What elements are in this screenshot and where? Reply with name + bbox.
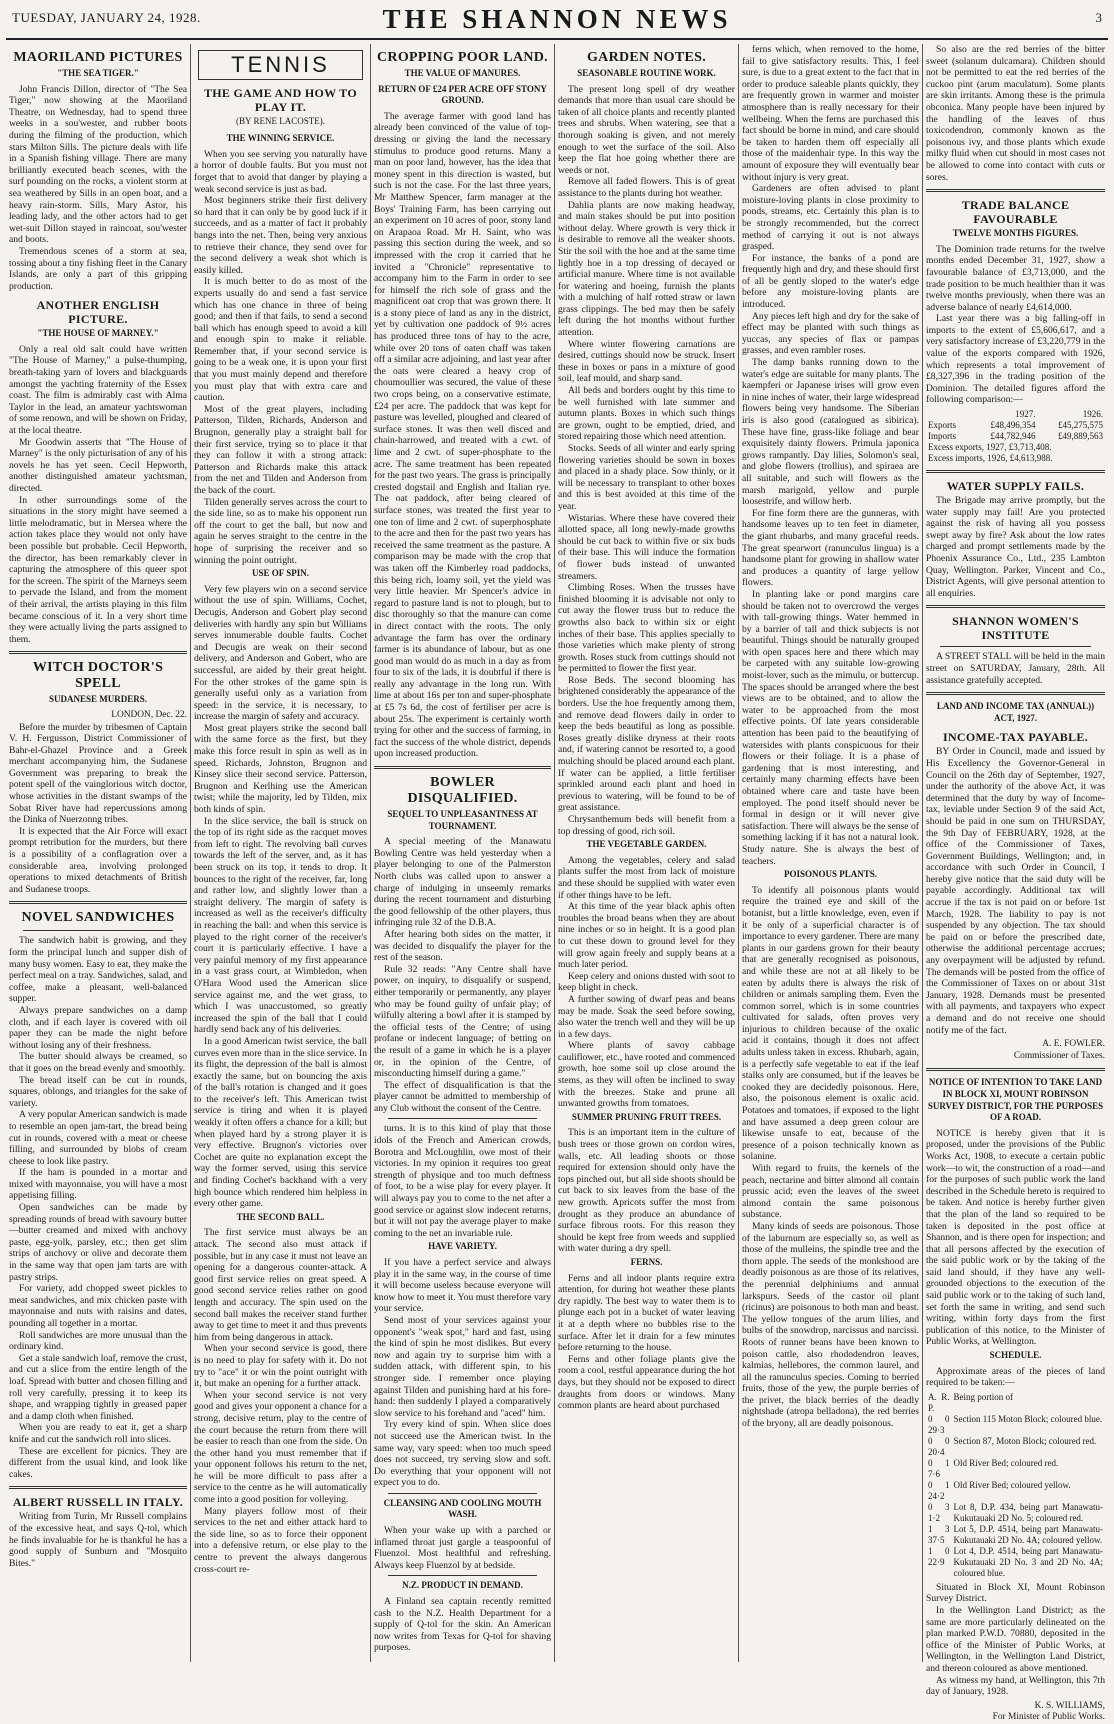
subhead-sequel: SEQUEL TO UNPLEASANTNESS AT TOURNAMENT.: [387, 809, 538, 831]
table-cell: Old River Bed; coloured red.: [953, 1457, 1059, 1468]
paragraph: In other surroundings some of the situations in the story might have seemed a little melodramatic, but in Mersea where the action takes place they would not only have been possible but probable. Cecil Hepworth, the director, has been remarkably clever in capturing the atmosphere of this queer spot for the screen. The spirit of the Marneys seem to pervade the Island, and from the moment of their arrival, the artists playing in this film became conscious of it. In a very short time they were actually living the parts assigned to them.: [9, 494, 187, 645]
paragraph: Where plants of savoy cabbage cauliflower, etc., have rooted and commenced growth, hoe some soil up close around the stems, as they will often be inclined to sway with the breezes. Stake and prune all unwanted growths from tomatoes.: [558, 1040, 735, 1110]
paragraph: Try every kind of spin. When slice does not succeed use the American twist. In the same way, vary speed: when too much speed does not succeed, try serving slow and soft. Do everything that your opponent will not expect you to do.: [374, 1419, 551, 1489]
column-4: [554, 44, 738, 1662]
paragraph: Tremendous scenes of a storm at sea, tossing about a tiny fishing fleet in the Canary Islands, are only a part of this gripping production.: [9, 245, 187, 292]
divider: [388, 1493, 537, 1494]
paragraph: The Brigade may arrive promptly, but the water supply may fail! Are you protected against the risk of having all you possess swept away by fire? Ask about the low rates charged and prompt settlements made by the Phoenix Assurance Co., Ltd., 235 Lambton Quay, Wellington. Parker, Vincent and Co., District Agents, will give personal attention to all enquiries.: [926, 495, 1105, 599]
paragraph: A special meeting of the Manawatu Bowling Centre was held yesterday when a player belonging to one of the Palmerston North clubs was called upon to answer a charge of indulging in unseemly remarks during the recent tournament and disturbing the good fellowship of the other players, thus infringing rule 32 of the D.B.A.: [374, 836, 551, 929]
paragraph: Most of the great players, including Patterson, Tilden, Richards, Anderson and Brugnon, generally play a straight ball for their first service, trying so to place it that they can follow it with a strong attack: Patterson and Richards make this attack from the net and Tilden and Anderson from the back of the court.: [194, 403, 367, 496]
paragraph: So also are the red berries of the bitter sweet (solanum dulcamara). Children should not be permitted to eat the red berries of the cuckoo pint (arum maculatum). Some plants are skin irritants. Among these is the primula obconica. Many people have been injured by the handling of the leaves of rhus toxicodendron, commonly known as the poisonous ivy, and those plants which exude milky fluid when cut should in most cases not be allowed to come into contact with cuts or sores.: [926, 44, 1105, 183]
paragraph: Remove all faded flowers. This is of great assistance to the plants during hot weather.: [558, 176, 735, 199]
table-row: [926, 431, 1105, 442]
paragraph: With regard to fruits, the kernels of the peach, nectarine and bitter almond all contain prussic acid; even the leaves of the sweet almond contain the same poisonous substance.: [742, 1163, 919, 1221]
table-cell: Old River Bed; coloured yellow.: [953, 1479, 1071, 1490]
signature-title: Commissioner of Taxes.: [1013, 1050, 1105, 1061]
headline-novel-sandwiches: NOVEL SANDWICHES: [21, 910, 175, 926]
column-2: [190, 44, 370, 1662]
paragraph: Dahlia plants are now making headway, and main stakes should be put into position without delay. Where growth is very thick it is desirable to remove all the weaker shoots. Stir the soil with the hoe and at the same time lightly hoe in a top dressing of decayed or artificial manure. Where time is not available for watering and hoeing, furnish the plants with a mulching of half rotted straw or lawn grass clippings. The bed may then be safely left during the hot months without further attention.: [558, 199, 735, 339]
paragraph: Always prepare sandwiches on a damp cloth, and if each layer is covered with oil paper they can be made the night before without losing any of their freshness.: [9, 1004, 187, 1051]
paragraph: The average farmer with good land has already been convinced of the value of top-dressing or giving the land the necessary stimulus to produce good returns. Many a man on poor land, however, has the idea that money spent in this direction is wasted, but such is not the case. For the last three years, Mr Matthew Spencer, farm manager at the Boys' Training Farm, has been carrying out an experiment on 10 acres of poor, stony land on Arapaoa Road. Mr H. Saint, who was passing this section during the week, and so impressed with the crop it carried that he invited a "Chronicle" representative to accompany him to the Farm in order to see for himself the rich sole of grass and the magnificent oat crop that was grown there. It is a stony piece of land as any in the district, yet by cultivation one paddock of 9½ acres has produced three tons of hay to the acre, while over 20 tons of oaten chaff was taken off a similar acre adjoining, and last year after the oats were cleared a heavy crop of choumoullier was secured, the value of these two crops being, on a conservative estimate, £24 per acre. The paddock that was kept for pasture was levelled, ploughed and cleared of surface stones. It was then well disced and chain-harrowed, and treated with a cwt. of lime and 2 cwt. of super-phosphate to the acre. The same treatment has been repeated for the past two years. The grass is principally crested dogstail and English and Italian rye. The oat paddock, after being cleared of surface stones, was treated the first year to one ton of lime and 2 cwt. of superphosphate to the acre and then for the past two years has received the same treatment as the pasture. A comparison may be made with the crop that was taken off the Kimberley road paddocks, this being rich, loamy soil, yet the yield was very little heavier. Mr Spencer's advice in regard to pasture land is not to plough, but to disc thoroughly so that the manure can come in direct contact with the roots. The only advantage the farm has over the ordinary farmer is its abundance of labour, but as one good man would do as much in a day as from four to six of the lads, it is doubtful if there is really any advantage in the long run. With lime at about 16s per ton and super-phosphate at £5 7s 6d, the cost of fertiliser per acre is about 25s. The experiment is certainly worth trying for other and the success of farming, in fact the success of the whole district, depends upon increased production.: [374, 110, 551, 760]
table-row: [926, 1436, 1105, 1458]
divider: [926, 605, 1105, 608]
paragraph: Keep celery and onions dusted with soot to keep blight in check.: [558, 970, 735, 994]
paragraph: The damp banks running down to the water's edge are suitable for many plants. The kaempferi or Japanese irises will grow even in nine inches of water, their large widespread flowers being very handsome. The Siberian iris is also good (catalogued as sibirica). These have fine, grass-like foliage and bear exquisitely dainty flowers. Primula japonica grows rampantly. Day lilies, Solomon's seal, and globe flowers (trollius), and spiraea are all suitable, and such will flowers as the marsh marigold, yellow and purple loosestrife, and willow herb.: [742, 357, 919, 508]
table-cell: [926, 409, 970, 420]
paragraph: When you see serving you naturally have a horror of double faults. But you must not forget that to avoid that danger by playing a weak second service is just as bad.: [194, 148, 367, 195]
headline-notice-of-intention: NOTICE OF INTENTION TO TAKE LAND IN BLOCK XI, MOUNT ROBINSON SURVEY DISTRICT, FOR THE PURPOSES OF A ROAD.: [927, 1077, 1104, 1123]
table-cell: 0 1 7·6: [928, 1457, 950, 1479]
paragraph: The present long spell of dry weather demands that more than usual care should be taken of all choice plants and recently planted trees and shrubs. When watering, see that a thorough soaking is given, and not merely enough to wet the surface of the soil. Also keep the flat hoe going whether there are weeds or not.: [558, 83, 735, 176]
subhead-winning-service: THE WINNING SERVICE.: [226, 133, 335, 144]
paragraph: Send most of your services against your opponent's "weak spot," hard and fast, using the kind of spin he most dislikes. But every now and again try to surprise him with a sudden attack, with different spin, to his stronger side. I remember once playing against Tilden and punishing hard at his fore-hand: then suddenly I played a comparatively slow service to his forehand and "aced" him.: [374, 1314, 551, 1419]
paragraph: BY Order in Council, made and issued by His Excellency the Governor-General in Council on the 26th day of September, 1927, under the authority of the above Act, it was determined that the duty by way of Income-tax, leviable under Section 9 of the said Act, should be paid in one sum on THURSDAY, the 9th Day of FEBRUARY, 1928, at the office of the Commissioner of Taxes, Government Buildings, Wellington; and, in accordance with such Order in Council, I hereby give notice that the said duty will be payable accordingly. Additional tax will accrue if the tax is not paid on or before 1st March, 1928. The liability to pay is not suspended by any objection. The tax should be paid on or before the prescribed date, otherwise the additional percentage accrues; any overpayment will be adjusted by refund. The demands will be posted from the office of the Commissioner of Taxes on or about 31st January, 1928. Demands must be presented with all payments, and taxpayers who expect a demand and do not receive one should notify me of the fact.: [926, 746, 1105, 1036]
table-row: [926, 1546, 1105, 1579]
signature-title: For Minister of Public Works.: [992, 1712, 1105, 1723]
headline-garden-notes: GARDEN NOTES.: [586, 50, 707, 65]
tennis-title-box: [198, 50, 363, 80]
subhead-second-ball: THE SECOND BALL.: [236, 1211, 325, 1222]
paragraph: A STREET STALL will be held in the main street on SATURDAY, January, 28th. All assistance gratefully accepted.: [926, 651, 1105, 686]
divider: [9, 1486, 187, 1489]
divider: [374, 766, 551, 769]
dateline: LONDON, Dec. 22.: [111, 709, 187, 720]
divider: [9, 651, 187, 654]
byline: (BY RENE LACOSTE).: [236, 115, 325, 126]
page-number: 3: [1095, 10, 1102, 25]
paragraph: When your second service is good, there is no need to play for safety with it. Do not try to "ace" it or win the point outright with it, but make an opening for a further attack.: [194, 1343, 367, 1390]
table-cell: Excess exports, 1927, £3,713,408.: [928, 442, 1052, 453]
paragraph: Wistarias. Where these have covered their allotted space, all long newly-made growths should be cut back to within five or six buds of their base. This will induce the formation of flower buds instead of unwanted streamers.: [558, 512, 735, 582]
paragraph: In the slice service, the ball is struck on the top of its right side as the racquet moves from left to right. The revolving ball curves towards the left of the server, and, as it has been struck on its top, it tends to drop. It bounces to the right of the receiver, far, long and rather low, and slightly lower than a straight delivery. The margin of safety is increased as well as the receiver's difficulty in reaching the ball: and when this service is played to the right corner of the receiver's court it is particularly effective. I have a very painful memory of my first appearance in a vast grass court, at Wimbledon, when O'Hara Wood used the American slice service against me, and the wet grass, to which I was unaccustomed, so greatly increased the spin of the ball that I could hardly send back any of his deliveries.: [194, 815, 367, 1036]
paragraph: It is expected that the Air Force will exact prompt retribution for the murders, but there is a possibility of a conflagration over a considerable area, involving prolonged operations to mixed detachments of British and Sudanese troops.: [9, 825, 187, 895]
paragraph: The sandwich habit is growing, and they form the principal lunch and supper dish of many busy women. Easy to eat, they make the perfect meal on a tray. Sandwiches, salad, and coffee, make a pleasant, well-balanced supper.: [9, 935, 187, 1005]
column-5: [738, 44, 922, 1662]
paragraph: ferns which, when removed to the home, fail to give satisfactory results. This, I feel sure, is due to a great extent to the fact that in order to produce saleable plants quickly, they are frequently grown in warmer and moister atmosphere than is really necessary for their wellbeing. When the ferns are purchased this fact should be borne in mind, and care should be taken to harden them off especially all those of the maidenhair type. In this way the amount of exposure they will eventually bear without injury is very great.: [742, 44, 919, 183]
table-cell: Exports: [928, 420, 956, 431]
headline-tennis-game: THE GAME AND HOW TO PLAY IT.: [203, 85, 358, 114]
divider: [940, 646, 1091, 647]
table-cell: 1 0 22·9: [928, 1545, 950, 1567]
paragraph: All beds and borders ought by this time to be well furnished with late summer and autumn plants. Boxes in which such things are grown, ought to be emptied, dried, and stored repairing those which need attention.: [558, 385, 735, 443]
table-cell: £44,782,946: [990, 431, 1036, 442]
table-row: [926, 1502, 1105, 1524]
paragraph: Most beginners strike their first delivery so hard that it can only be by good luck if it succeeds, and as a matter of fact it probably bangs into the net. Then, being very anxious to retrieve their chance, they send over for the second delivery a weak shot which is easily killed.: [194, 195, 367, 276]
headline-bowler-disqualified: BOWLER DISQUALIFIED.: [407, 775, 518, 807]
subhead-ferns: FERNS.: [630, 1256, 663, 1267]
paragraph: If the ham is pounded in a mortar and mixed with mayonnaise, you will have a most appetising filling.: [9, 1167, 187, 1202]
paragraph: If you have a perfect service and always play it in the same way, in the course of time it will become useless because everyone will know how to meet it. You must therefore vary your service.: [374, 1257, 551, 1315]
column-6: [922, 44, 1108, 1723]
table-cell: 0 0 20·4: [928, 1435, 950, 1457]
table-cell: 0 0 29·3: [928, 1413, 950, 1435]
paragraph: Ferns and other foliage plants give the room a cool, restful appearance during the hot days, but they should not be exposed to direct draughts from doors or windows. Many common plants are heard about purchased: [558, 1353, 735, 1412]
subhead-seasonable-work: SEASONABLE ROUTINE WORK.: [577, 68, 716, 78]
paragraph: Among the vegetables, celery and salad plants suffer the most from lack of moisture and these should be supplied with water even if other things have to be left.: [558, 854, 735, 901]
headline-land-income-tax: LAND AND INCOME TAX (ANNUAL)) ACT, 1927.: [936, 701, 1095, 723]
paragraph: To identify all poisonous plants would require the trained eye and skill of the botanist, but a little knowledge, even, even if it be only of a superficial character is of importance to every gardener. There are many plants in our gardens grown for their beauty that are generally recognised as poisonous, and while these are not at all likely to be eaten by adults there is always the risk of children or animals sampling them. Even the common sorrel, which is in some countries cultivated for salads, often proves very injurious to children because of the oxalic acid it contains, though it does not affect adults unless taken in excess. Rhubarb, again, is a perfectly safe vegetable to eat if the leaf stalks only are consumed, but if the leaves be cooked they are decidedly poisonous. Here, also, the poisonous element is oxalic acid. Potatoes and tomatoes, if exposed to the light and have assumed a deep green colour are likewise unsafe to eat, because of the presence of a poison technically known as solanine.: [742, 884, 919, 1163]
paragraph: In planting lake or pond margins care should be taken not to overcrowd the verges with tall-growing things. Water hemmed in by a barrier of tall and thick subjects is not beautiful. Things should be naturally grouped with open spaces here and there which may be carpeted with any suitable low-growing moist-lover, such as the mimulu, or buttercup. The spaces should be arranged where the best views are to be obtained, and to allow the water to be approached from the most effective points. Of late years considerable attention has been paid to the beautifying of watersides with plants conspicuous for their flowers or their foliage. It is a phase of gardening that is most interesting, and certainly many charming effects have been obtained where care and taste have been employed. The pond itself should never be formal in design or it will never give satisfaction. There will always be the sense of something lacking if it has not a natural look. Study nature. She is always the best of teachers.: [742, 588, 919, 867]
column-3: [370, 44, 554, 1662]
divider: [23, 930, 173, 931]
paragraph: As witness my hand, at Wellington, this 7th day of January, 1928.: [926, 1674, 1105, 1698]
table-row: [926, 420, 1105, 431]
subhead-have-variety: HAVE VARIETY.: [428, 1241, 497, 1252]
paragraph: A Finland sea captain recently remitted cash to the N.Z. Health Department for a supply of Q-tol for the skin. An American now writes from Texas for Q-tol for shaving purposes.: [374, 1596, 551, 1654]
headline-water-supply: WATER SUPPLY FAILS.: [946, 479, 1085, 494]
signature-name: K. S. WILLIAMS,: [1034, 1700, 1105, 1711]
tennis-title: TENNIS: [231, 52, 330, 77]
paragraph: Last year there was a big falling-off in imports to the extent of £5,606,617, and a very satisfactory increase of £3,220,779 in the value of the exports compared with 1926, which represents a total improvement of £8,327,396 in the trading position of the Dominion. The detailed figures afford the following comparison:—: [926, 313, 1105, 406]
headline-nz-product: N.Z. PRODUCT IN DEMAND.: [402, 1580, 523, 1591]
subhead-summer-pruning: SUMMER PRUNING FRUIT TREES.: [571, 1111, 722, 1122]
paragraph: Many players follow most of their services to the net and either attack hard to the side line, so as to force their opponent into a defensive return, or else play to the centre to prevent the always dangerous cross-court re-: [194, 1505, 367, 1575]
table-cell: Section 87, Moton Block; coloured red.: [953, 1435, 1097, 1446]
divider: [388, 1575, 537, 1576]
masthead: [6, 4, 1108, 40]
paragraph: Gardeners are often advised to plant moisture-loving plants in close proximity to ponds, streams, etc. Certainly this plan is to be strongly recommended, but the correct method of carrying it out is not always grasped.: [742, 183, 919, 253]
paragraph: Stocks. Seeds of all winter and early spring flowering varieties should be sown in boxes and placed in a shady place. Sow thinly, or it will be necessary to transplant to other boxes and this is best avoided at this time of the year.: [558, 443, 735, 512]
table-row: [926, 442, 1105, 453]
table-cell: Lot 8, D.P. 434, being part Manawatu-Kukutauaki 2D No. 5; coloured red.: [953, 1501, 1103, 1523]
table-header-row: [926, 1392, 1105, 1414]
table-row: [926, 453, 1105, 464]
column-1: [6, 44, 190, 1662]
divider: [926, 470, 1105, 473]
paragraph: In a good American twist service, the ball curves even more than in the slice service. In its flight, the depression of the ball is almost exactly the same, but on bouncing the axis of the ball's rotation is changed and it goes to the receiver's left. This American twist service is tiring and when it is played weakly it often offers a chance for a kill; but when played hard by a strong player it is very effective. Brugnon's victories over Cochet are quite no explanation except the way the former served, using this service and finding Cochet's backhand with a very high bounce which rendered him helpless in every other game.: [194, 1035, 367, 1210]
paragraph: After hearing both sides on the matter, it was decided to disqualify the player for the rest of the season.: [374, 928, 551, 964]
table-cell: 1927.: [1015, 409, 1036, 420]
subhead-value-of-manures: THE VALUE OF MANURES.: [404, 68, 521, 78]
subhead-house-of-marney: "THE HOUSE OF MARNEY.": [37, 328, 159, 339]
table-cell: A. R. P.: [928, 1391, 950, 1413]
table-cell: £45,275,575: [1058, 420, 1103, 431]
paragraph: Before the murder by tribesmen of Captain V. H. Fergusson, District Commissioner of Bahr-el-Ghazel Province and a Greek merchant accompanying him, the Sudanese Government was preparing to break the potent spell of the vainglorious witch doctor, whose activities in the distant swamps of the Sobat River have had repercussions among the Dinka of Nuerzonng tribes.: [9, 721, 187, 826]
divider: [926, 189, 1105, 192]
paragraph: Most great players strike the second ball with the same force as the first, but they make this force result in spin as well as in speed. Richards, Johnston, Brugnon and Kinsey slice their second service. Patterson, Brugnon and Kerlhing use the American twist; while the majority, led by Tilden, mix both kinds of spin.: [194, 722, 367, 816]
subhead-return-per-acre: RETURN OF £24 PER ACRE OFF STONY GROUND.: [378, 83, 547, 106]
paragraph: Writing from Turin, Mr Russell complains of the excessive heat, and says Q-tol, which he finds invaluable for he is thankful he has a good supply of Sunburn and "Mosquito Bites.": [9, 1511, 187, 1569]
paragraph: Tilden generally serves across the court to the side line, so as to make his opponent run off the court to get the ball, but now and again he serves straight to the centre in the hope of surprising the receiver and so winning the point outright.: [194, 496, 367, 566]
headline-witch-doctor: WITCH DOCTOR'S SPELL: [32, 660, 164, 692]
table-row: [926, 1480, 1105, 1502]
headline-cropping-poor-land: CROPPING POOR LAND.: [377, 50, 548, 65]
paragraph: The Dominion trade returns for the twelve months ended December 31, 1927, show a favourable balance of £3,713,000, and the trade position to be much healthier than it was twelve months previously, when there was an adverse balance of nearly £4,614,000.: [926, 243, 1105, 313]
paragraph: Any pieces left high and dry for the sake of effect may be planted with such things as yuccas, any species of flax or pampas grasses, and even rambler roses.: [742, 310, 919, 357]
paragraph: Open sandwiches can be made by spreading rounds of bread with savoury butter—butter creamed and mixed with anchovy paste, egg-yolk, parsley, etc.; then get slim strips of anchovy or olive and decorate them in the same way that open jam tarts are with pastry strips.: [9, 1202, 187, 1283]
headline-albert-russell: ALBERT RUSSELL IN ITALY.: [12, 1495, 184, 1510]
paragraph: Get a stale sandwich loaf, remove the crust, and cut a slice from the entire length of the loaf. Spread with butter and chosen filling and roll very carefully, pressing it to keep its shape, and wrapping tightly in greased paper and a damp cloth when finished.: [9, 1352, 187, 1422]
subhead-poisonous-plants: POISONOUS PLANTS.: [783, 869, 878, 880]
table-cell: Being portion of: [953, 1391, 1013, 1402]
table-cell: 1 3 37·5: [928, 1523, 950, 1545]
paragraph: A very popular American sandwich is made to resemble an open jam-tart, the bread being cut in rounds, covered with a meat or cheese filling, and surrounded by blobs of cream cheese to look like pastry.: [9, 1109, 187, 1167]
paragraph: Many kinds of seeds are poisonous. Those of the laburnum are especially so, as well as those of the mulleins, the spindle tree and the thorn apple. The seeds of the monkshood are deadly poisonous as are those of its relatives, the perennial delphiniums and annual larkspurs. Seeds of the castor oil plant (ricinus) are poisonous to both man and beast. The yellow tongues of the arum lilies, and bulbs of the snowdrop, narcissus and narcissi. Roots of runner beans have been known to poison cattle, also rhododendron leaves, kalmias, hellebores, the common laurel, and all the ranunculus species. Coming to berried fruits, those of the yew, the purple berries of the privet, the black berries of the deadly nightshade (atropa belladona), the red berries of the bryony, all are deadly poisonous.: [742, 1220, 919, 1430]
subhead-use-of-spin: USE OF SPIN.: [252, 568, 309, 579]
paragraph: For instance, the banks of a pond are frequently high and dry, and these should first of all be gently sloped to the water's edge before any moisture-loving plants are introduced.: [742, 252, 919, 311]
headline-maoriland-pictures: MAORILAND PICTURES: [13, 50, 183, 65]
table-row: [926, 1414, 1105, 1436]
paragraph: It is much better to do as most of the experts usually do and send a fast service which has one chance in three of being good; and then if that fails, to send a second ball which has enough speed to avoid a kill and enough spin to make it reliable. Remember that, if your second service is going to be a weak one, it is upon your first that you must mainly depend and therefore you must play that with extra care and caution.: [194, 276, 367, 404]
paragraph: In the Wellington Land District; as the same are more particularly delineated on the plan marked P.W.D. 70880, deposited in the office of the Minister of Public Works, at Wellington, in the Wellington Land District, and thereon coloured as above mentioned.: [926, 1605, 1105, 1674]
table-cell: Lot 4, D.P. 4514, being part Manawatu-Kukutauaki 2D No. 3 and 2D No. 4A; coloured blue.: [953, 1545, 1103, 1578]
subhead-sudanese-murders: SUDANESE MURDERS.: [48, 694, 147, 705]
headline-income-tax-payable: INCOME-TAX PAYABLE.: [942, 730, 1089, 745]
paragraph: When your wake up with a parched or inflamed throat just gargle a teaspoonful of Fluenzol. Most healthful and refreshing. Always keep Fluenzol by at bedside.: [374, 1525, 551, 1571]
paragraph: Climbing Roses. When the trusses have finished blooming it is advisable not only to cut away the flower truss but to reduce the growths also back to within six or eight inches of their base. This applies specially to those varieties which make plenty of strong growth. Roses stuck from cuttings should not be permitted to flower the first year.: [558, 582, 735, 675]
headline-womens-institute: SHANNON WOMEN'S INSTITUTE: [952, 614, 1079, 643]
headline-trade-balance: TRADE BALANCE FAVOURABLE: [961, 198, 1070, 227]
schedule-title: SCHEDULE.: [989, 1350, 1042, 1361]
schedule-table: [926, 1392, 1105, 1579]
issue-date: TUESDAY, JANUARY 24, 1928.: [12, 10, 201, 25]
paragraph: A further sowing of dwarf peas and beans may be made. Soak the seed before sowing, also water the trench well and they will be up in a few days.: [558, 993, 735, 1040]
paragraph: Only a real old salt could have written "The House of Marney," a pulse-thumping, breath-taking yarn of lovers and blackguards amongst the yachting fraternity of the Essex coast. The film is admirably cast with Alma Taylor in the lead, an amateur yachtswoman of some renown, and will be shown on Friday, at the local theatre.: [9, 343, 187, 437]
newspaper-title: THE SHANNON NEWS: [382, 4, 732, 34]
paragraph: Where winter flowering carnations are desired, cuttings should now be struck. Insert these in boxes or pans in a mixture of good soil, leaf mould, and sharp sand.: [558, 338, 735, 385]
paragraph: Chrysanthemum beds will benefit from a top dressing of good, rich soil.: [558, 814, 735, 837]
paragraph: Mr Goodwin asserts that "The House of Marney" is the only picturisation of any of his novels he has yet seen. Cecil Hepworth, another distinguished amateur yachtsman, directed.: [9, 436, 187, 494]
table-cell: Imports: [928, 431, 956, 442]
paragraph: For variety, add chopped sweet pickles to meat sandwiches, and mix chicken paste with mayonnaise and nuts with raisins and dates, pounding all together in a mortar.: [9, 1283, 187, 1329]
paragraph: The butter should always be creamed, so that it goes on the bread evenly and smoothly.: [9, 1051, 187, 1074]
paragraph: For fine form there are the gunneras, with handsome leaves up to ten feet in diameter, the giant rhubarbs, and many graceful reeds. The great spearwort (ranunculus lingua) is a handsome plant for growing in shallow water and produces a quantity of large yellow flowers.: [742, 507, 919, 589]
headline-mouth-wash: CLEANSING AND COOLING MOUTH WASH.: [383, 1497, 542, 1520]
table-cell: Excess imports, 1926, £4,613,988.: [928, 453, 1053, 464]
paragraph: Approximate areas of the pieces of land required to be taken:—: [926, 1365, 1105, 1389]
paragraph: John Francis Dillon, director of "The Sea Tiger," now showing at the Maoriland Theatre, on Wednesday, had to spend three weeks in a sou'wester, and rubber boots during the filming of the production, which stars Milton Sills. The picture deals with life in a Spanish fishing village. There are many brilliantly executed beach scenes, with the surf pounding on the rocks, a violent storm at sea weathered by Sills in an open boat, and a heavy rain-storm. Sills, Mary Astor, his leading lady, and the other actors had to get wet-suit Dillon stayed in raincoat, sou'wester and boots.: [9, 83, 187, 246]
table-cell: £48,496,354: [990, 420, 1036, 431]
paragraph: Rule 32 reads: "Any Centre shall have power, on inquiry, to disqualify or suspend, either temporarily or permanently, any player who may be found guilty of unfair play; of wilfully altering a bowl after it is stamped by the official tests of the Centre; of using profane or indecent language; of betting on the result of a game in which he is a player or, in the opinion of the Centre, of misconducting himself during a game.": [374, 963, 551, 1080]
table-cell: Section 115 Moton Block; coloured blue.: [953, 1413, 1103, 1424]
paragraph: Situated in Block XI, Mount Robinson Survey District.: [926, 1581, 1105, 1605]
paragraph: Ferns and all indoor plants require extra attention, for during hot weather these plants dry rapidly. The best way to water them is to plunge each pot in a bucket of water leaving it at a depth where no bubbles rise to the surface. After let it drain for a few minutes before returning to the house.: [558, 1272, 735, 1354]
paragraph: At this time of the year black aphis often troubles the broad beans when they are about nine inches or so in height. It is a good plan to cut these down to ground level for they will grow again freely and supply beans at a much later period.: [558, 901, 735, 971]
headline-english-picture: ANOTHER ENGLISH PICTURE.: [36, 298, 160, 327]
paragraph: NOTICE is hereby given that it is proposed, under the provisions of the Public Works Act, 1908, to execute a certain public work—to wit, the construction of a road—and for the purposes of such public work the land described in the Schedule hereto is required to be taken. And notice is hereby further given that the plan of the land so required to be taken is deposited in the post office at Shannon, and is there open for inspection; and that all persons affected by the execution of the said public work or by the taking of the said land should, if they have any well-grounded objections to the execution of the said public work or to the taking of such land, set forth the same in writing, and send such writing, within forty days from the first publication of this notice, to the Minister of Public Works, at Wellington.: [926, 1127, 1105, 1348]
subhead-vegetable-garden: THE VEGETABLE GARDEN.: [586, 839, 707, 850]
divider: [926, 1068, 1105, 1071]
signature-name: A. E. FOWLER.: [1042, 1039, 1105, 1050]
table-row: [926, 1458, 1105, 1480]
trade-table: [926, 409, 1105, 464]
page-columns: [6, 44, 1108, 1723]
paragraph: These are excellent for picnics. They are different from the usual kind, and look like cakes.: [9, 1445, 187, 1480]
subhead-sea-tiger: "THE SEA TIGER.": [57, 68, 139, 78]
paragraph: When you are ready to eat it, get a sharp knife and cut the sandwich roll into slices.: [9, 1422, 187, 1445]
table-header-row: [926, 409, 1105, 420]
paragraph: Roll sandwiches are more unusual than the ordinary kind.: [9, 1329, 187, 1353]
paragraph: The effect of disqualification is that the player cannot be admitted to membership of any Club without the consent of the Centre.: [374, 1079, 551, 1114]
paragraph: This is an important item in the culture of bush trees or those grown on cordon wires, walls, etc. All leading shoots or those required for extension should only have the tops pinched out, but all side shoots should be cut back to six leaves from the base of the new growth. Apricots suffer the most from drought as they produce an abundance of surface fibrous roots. For this reason they should be kept free from weeds and supplied with water during a dry spell.: [558, 1127, 735, 1255]
table-cell: 0 1 24·2: [928, 1479, 950, 1501]
paragraph: turns. It is to this kind of play that those idols of the French and American crowds, Borotra and McLoughlin, owe most of their victories. In my opinion it requires too great strength of physique and too much deftness of foot, to be a wise play for every player. It will always pay you to come to the net after a good service or against slow indecent returns, but it will not pay the average player to make coming to the net an invariable rule.: [374, 1123, 551, 1239]
table-cell: Lot 5, D.P. 4514, being part Manawatu-Kukutauaki 2D No. 4A; coloured yellow.: [953, 1523, 1103, 1545]
divider: [9, 901, 187, 904]
paragraph: When your second service is not very good and gives your opponent a chance for a strong, decisive return, play to the centre of the court because the return from there will be easier to reach than one from the side. On the other hand you must remember that if your opponent follows his return to the net, he will be more difficult to pass after a service to the centre as he will automatically come into a good position for volleying.: [194, 1389, 367, 1506]
divider: [926, 692, 1105, 695]
divider: [388, 1118, 537, 1119]
table-cell: 1926.: [1082, 409, 1103, 420]
table-cell: £49,889,563: [1058, 431, 1103, 442]
paragraph: Very few players win on a second service without the use of spin. Williams, Cochet, Decugis, Anderson and Gobert play second deliveries with hardly any spin but Williams serves innumerable double faults. Cochet and Decugis are weak on their second delivery, and Anderson and Gobert, who are successful, are aided by their great height. For the other strokes of the game spin is generally useful only as a variation from speed: in the service, it is necessary, to increase the margin of safety and accuracy.: [194, 583, 367, 723]
paragraph: The first service must always be an attack. The second also must attack if possible, but in any case it must not leave an opening for a dangerous counter-attack. A good first service relies on great speed. A good second service relies rather on good length and accuracy. The spin used on the second ball makes the receiver stand further away to get time to meet it and thus prevents him from being dangerous in attack.: [194, 1227, 367, 1343]
subhead-twelve-months: TWELVE MONTHS FIGURES.: [952, 228, 1079, 239]
table-row: [926, 1524, 1105, 1546]
paragraph: The bread itself can be cut in rounds, squares, oblongs, and triangles for the sake of variety.: [9, 1074, 187, 1109]
paragraph: Rose Beds. The second blooming has brightened considerably the appearance of the borders. Use the hoe frequently among them, and remove dead flowers daily in order to keep the beds beautiful as long as possible. Roses greatly dislike dryness at their roots and, if watering cannot be resorted to, a good mulching should be placed around each plant. If water can be applied, a little fertiliser sprinkled around each plant and hoed in previous to watering, will be found to be of great assistance.: [558, 674, 735, 814]
table-cell: 0 3 1·2: [928, 1501, 950, 1523]
